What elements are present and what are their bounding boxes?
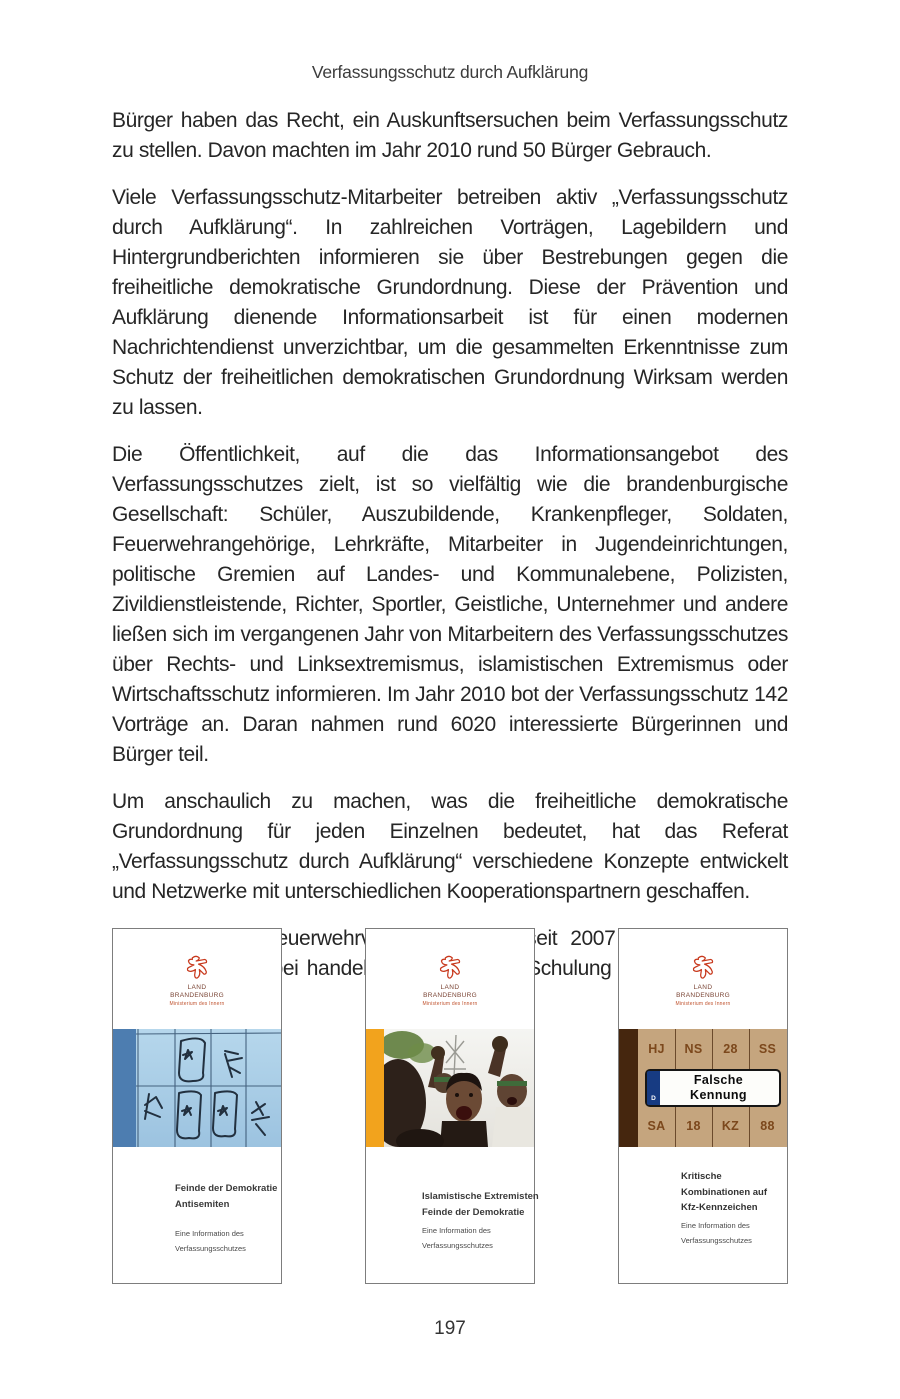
brandenburg-eagle-icon [689,953,717,983]
title-line: Kfz-Kennzeichen [681,1202,758,1213]
title-line: Kritische [681,1171,722,1182]
paragraph-5: Landesfeuerwehrverband seit 2007 handelt Schulung [204,927,616,980]
plate-code-cell: HJ [648,1042,665,1056]
brochure-subtitle [175,1226,246,1256]
subtitle-line: Eine Information des [681,1221,750,1230]
title-line: Antisemiten [175,1198,230,1210]
subtitle-line: Eine Information des [422,1226,491,1235]
title-line: Islamistische Extremisten [422,1191,539,1202]
brochure-subtitle [681,1218,752,1248]
subtitle-line: Verfassungsschutzes [681,1236,752,1245]
brandenburg-logo [619,953,787,1007]
brochure-title [681,1169,767,1216]
logo-text-land: LAND [693,984,713,991]
page-number: 197 [434,1318,466,1339]
graffiti-tiles-illustration [113,1029,281,1147]
plate-code-cell: SS [758,1042,777,1056]
plate-text-line: Falsche [693,1073,744,1087]
title-line: Feinde der Demokratie [175,1183,278,1194]
plate-code-cell: SA [647,1119,666,1133]
brochure-title [422,1189,539,1220]
plate-text-line: Kennung [690,1088,747,1102]
logo-text-ministry: Ministerium des Innern [422,1000,478,1007]
logo-text-state: BRANDENBURG [676,992,730,999]
plate-code-cell: 88 [760,1119,775,1133]
graffiti-tiles-image [113,1029,281,1147]
brochure-row [112,928,788,1284]
logo-text-state: BRANDENBURG [423,992,477,999]
plate-country-band [647,1071,660,1105]
running-header: Verfassungsschutz durch Aufklärung [311,62,589,82]
brandenburg-logo [366,953,534,1007]
protest-photo-image [366,1029,534,1147]
subtitle-line: Eine Information des [175,1229,244,1238]
plate-text [660,1073,777,1103]
brochure-kfz-kennzeichen [618,928,788,1284]
logo-text-state: BRANDENBURG [170,992,224,999]
paragraph-4: Um anschaulich zu machen, was die freiheitliche demokratische Grundordnung für jeden Einzelnen bedeutet, hat das Referat „Verfassungsschutz durch Aufklärung“ verschiedene Konzepte entwickelt und Netzwerke mit unterschiedlichen Kooperationspartnern geschaffen. [112,790,788,903]
brandenburg-eagle-icon [436,953,464,983]
title-line: Feinde der Demokratie [422,1206,525,1218]
orange-stripe [366,1029,384,1147]
body-text [112,106,788,1001]
plate-code-cell: KZ [721,1119,740,1133]
plate-code-cell: NS [684,1042,703,1056]
title-line: Kombinationen auf [681,1186,768,1198]
brandenburg-eagle-icon [183,953,211,983]
brochure-antisemiten [112,928,282,1284]
brandenburg-logo [113,953,281,1007]
paragraph-3: Die Öffentlichkeit, auf die das Informationsangebot des Verfassungsschutzes zielt, ist so vielfältig wie die brandenburgische Gesellschaft: Schüler, Auszubildende, Krankenpfleger, Soldaten, Feuerwehrangehörige, Lehrkräfte, Mitarbeiter in Jugendeinrichtungen, politische Gremien auf Landes- und Kommunalebene, Polizisten, Zivildienstleistende, Richter, Sportler, Geistliche, Unternehmer und andere ließen sich im vergangenen Jahr von Mitarbeitern des Verfassungsschutzes über Rechts- und Linksextremismus, islamistischen Extremismus oder Wirtschaftsschutz informieren. Im Jahr 2010 bot der Verfassungsschutz 142 Vorträge an. Daran nahmen rund 6020 interessierte Bürgerinnen und Bürger teil. [112,443,788,766]
plate-code-cell: 28 [723,1042,738,1056]
brochure-islamistische-extremisten [365,928,539,1284]
license-plate [645,1069,781,1107]
license-plate-graphic [619,1029,787,1147]
logo-text-land: LAND [440,984,460,991]
paragraph-1: Bürger haben das Recht, ein Auskunftsersuchen beim Verfassungsschutz zu stellen. Davon machten im Jahr 2010 rund 50 Bürger Gebrauch. [112,109,788,162]
brochure-title [175,1181,277,1212]
logo-text-land: LAND [187,984,207,991]
protest-photo-illustration [384,1029,534,1147]
brochure-subtitle [422,1223,493,1253]
brown-stripe [619,1029,638,1147]
country-code: D [651,1095,656,1102]
logo-text-ministry: Ministerium des Innern [169,1000,225,1007]
subtitle-line: Verfassungsschutzes [175,1244,246,1253]
subtitle-line: Verfassungsschutzes [422,1241,493,1250]
logo-text-ministry: Ministerium des Innern [675,1000,731,1007]
paragraph-2: Viele Verfassungsschutz-Mitarbeiter betreiben aktiv „Verfassungsschutz durch Aufklärung“. In zahlreichen Vorträgen, Lagebildern und Hintergrundberichten informieren sie über Bestrebungen gegen die freiheitliche demokratische Grundordnung. Diese der Prävention und Aufklärung dienende Informationsarbeit ist für einen modernen Nachrichtendienst unverzichtbar, um die gesammelten Erkenntnisse zum Schutz der freiheitlichen demokratischen Grundordnung Wirksam werden zu lassen. [112,186,788,419]
plate-code-cell: 18 [686,1119,701,1133]
